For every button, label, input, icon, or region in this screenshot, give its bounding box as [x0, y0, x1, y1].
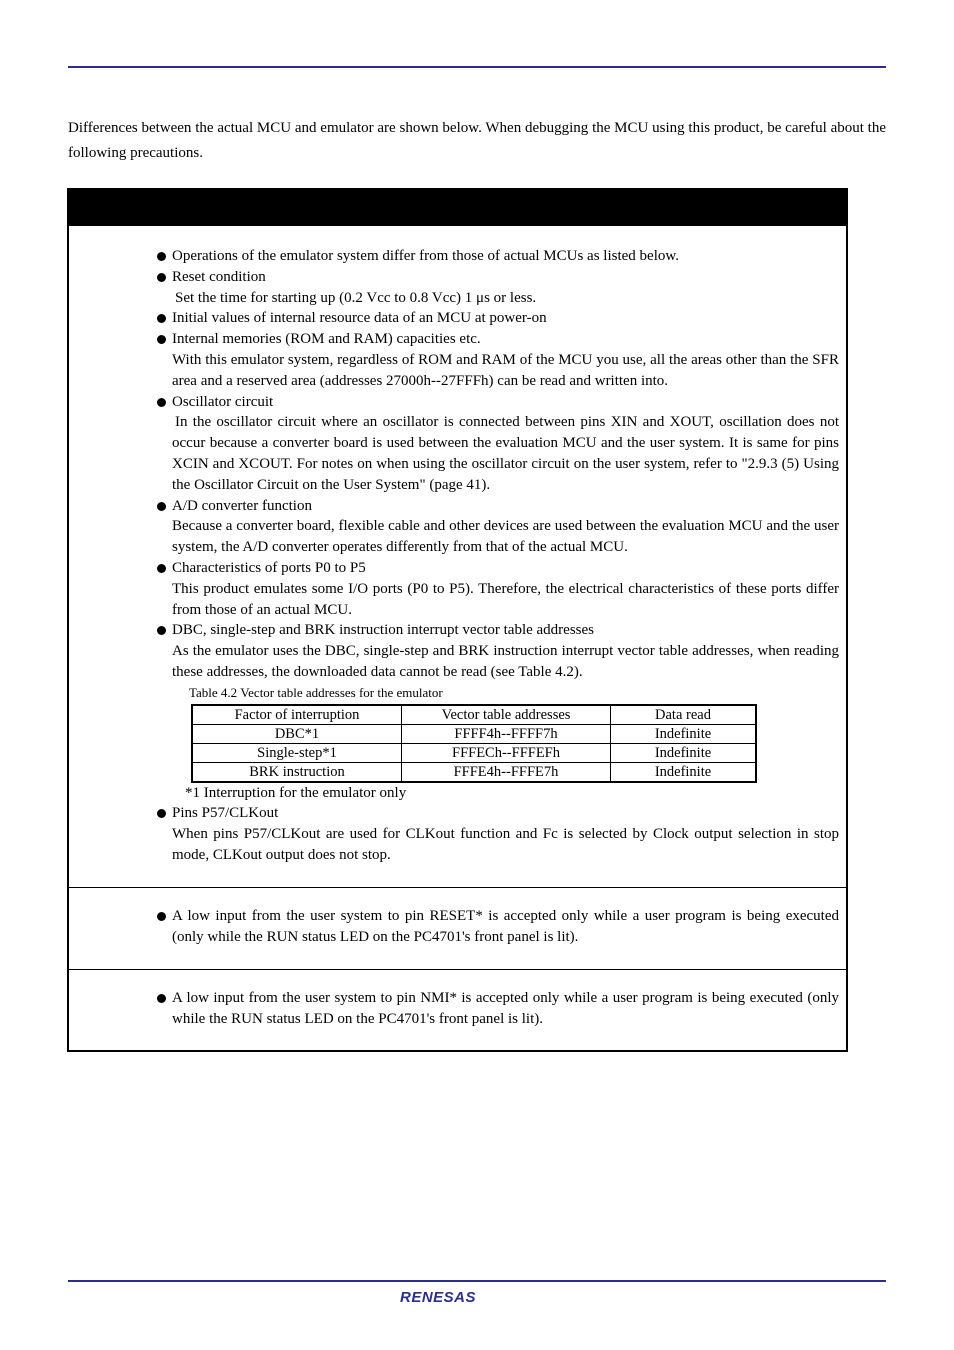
reset-pin-text: A low input from the user system to pin RESET* is accepted only while a user program is being executed (only while the RUN status LED on the PC4701's front panel is lit).	[155, 906, 839, 948]
table-row	[192, 724, 756, 743]
bullet-internal-memories: Internal memories (ROM and RAM) capacities etc.	[155, 329, 839, 350]
table-cell: FFFE4h--FFFE7h	[402, 762, 611, 782]
table-header-cell: Factor of interruption	[192, 705, 402, 725]
table-header-cell: Data read	[611, 705, 757, 725]
internal-memories-text: With this emulator system, regardless of ROM and RAM of the MCU you use, all the areas other than the SFR area and a reserved area (addresses 27000h--27FFFh) can be read and written into.	[172, 351, 839, 389]
reset-condition-text: Set the time for starting up (0.2 Vcc to 0.8 Vcc) 1 μs or less.	[175, 289, 537, 306]
bullet-ports: Characteristics of ports P0 to P5	[155, 558, 839, 579]
table-cell: DBC*1	[192, 724, 402, 743]
logo-text: RENESAS	[400, 1289, 477, 1306]
footer-rule	[68, 1280, 886, 1282]
bullet-clkout: Pins P57/CLKout	[155, 803, 839, 824]
table-cell: Indefinite	[611, 743, 757, 762]
ad-converter-text: Because a converter board, flexible cable and other devices are used between the evaluation MCU and the user system, the A/D converter operates differently from that of the actual MCU.	[172, 518, 839, 556]
ports-text: This product emulates some I/O ports (P0 to P5). Therefore, the electrical characteristics of these ports differ from those of an actual MCU.	[172, 580, 839, 618]
intro-paragraph: Differences between the actual MCU and emulator are shown below. When debugging the MCU using this product, be careful about the following precautions.	[68, 120, 886, 161]
table-header-cell: Vector table addresses	[402, 705, 611, 725]
table-cell: BRK instruction	[192, 762, 402, 782]
table-cell: FFFECh--FFFEFh	[402, 743, 611, 762]
table-footnote: *1 Interruption for the emulator only	[185, 784, 407, 801]
table-caption: Table 4.2 Vector table addresses for the emulator	[189, 684, 443, 700]
section-differences	[69, 226, 846, 888]
table-cell: Single-step*1	[192, 743, 402, 762]
table-cell: Indefinite	[611, 724, 757, 743]
section-nmi-pin	[69, 970, 846, 1050]
bullet-ad-converter: A/D converter function	[155, 496, 839, 517]
bullet-initial-values: Initial values of internal resource data of an MCU at power-on	[155, 308, 839, 329]
table-row	[192, 743, 756, 762]
table-row	[192, 762, 756, 782]
bullet-vector-table: DBC, single-step and BRK instruction interrupt vector table addresses	[155, 620, 839, 641]
clkout-text: When pins P57/CLKout are used for CLKout function and Fc is selected by Clock output selection in stop mode, CLKout output does not stop.	[172, 826, 839, 863]
oscillator-text: In the oscillator circuit where an oscillator is connected between pins XIN and XOUT, oscillation does not occur because a converter board is used between the evaluation MCU and the user system. It is same for pins XCIN and XCOUT. For notes on when using the oscillator circuit on the user system, refer to "2.9.3 (5) Using the Oscillator Circuit on the User System" (page 41).	[172, 414, 839, 493]
section-reset-pin	[69, 888, 846, 970]
table-cell: Indefinite	[611, 762, 757, 782]
vector-table-text: As the emulator uses the DBC, single-step and BRK instruction interrupt vector table addresses, when reading these addresses, the downloaded data cannot be read (see Table 4.2).	[172, 643, 839, 680]
bullet-reset-condition: Reset condition	[155, 267, 839, 288]
bullet-oscillator: Oscillator circuit	[155, 392, 839, 413]
precautions-table	[67, 188, 848, 1052]
header-rule	[68, 66, 886, 68]
nmi-pin-text: A low input from the user system to pin NMI* is accepted only while a user program is being executed (only while the RUN status LED on the PC4701's front panel is lit).	[155, 988, 839, 1030]
renesas-logo	[398, 1286, 512, 1313]
bullet-operations: Operations of the emulator system differ from those of actual MCUs as listed below.	[155, 246, 839, 267]
table-header-row	[192, 705, 756, 725]
vector-table	[191, 704, 757, 783]
table-header-bar	[69, 190, 846, 226]
table-cell: FFFF4h--FFFF7h	[402, 724, 611, 743]
